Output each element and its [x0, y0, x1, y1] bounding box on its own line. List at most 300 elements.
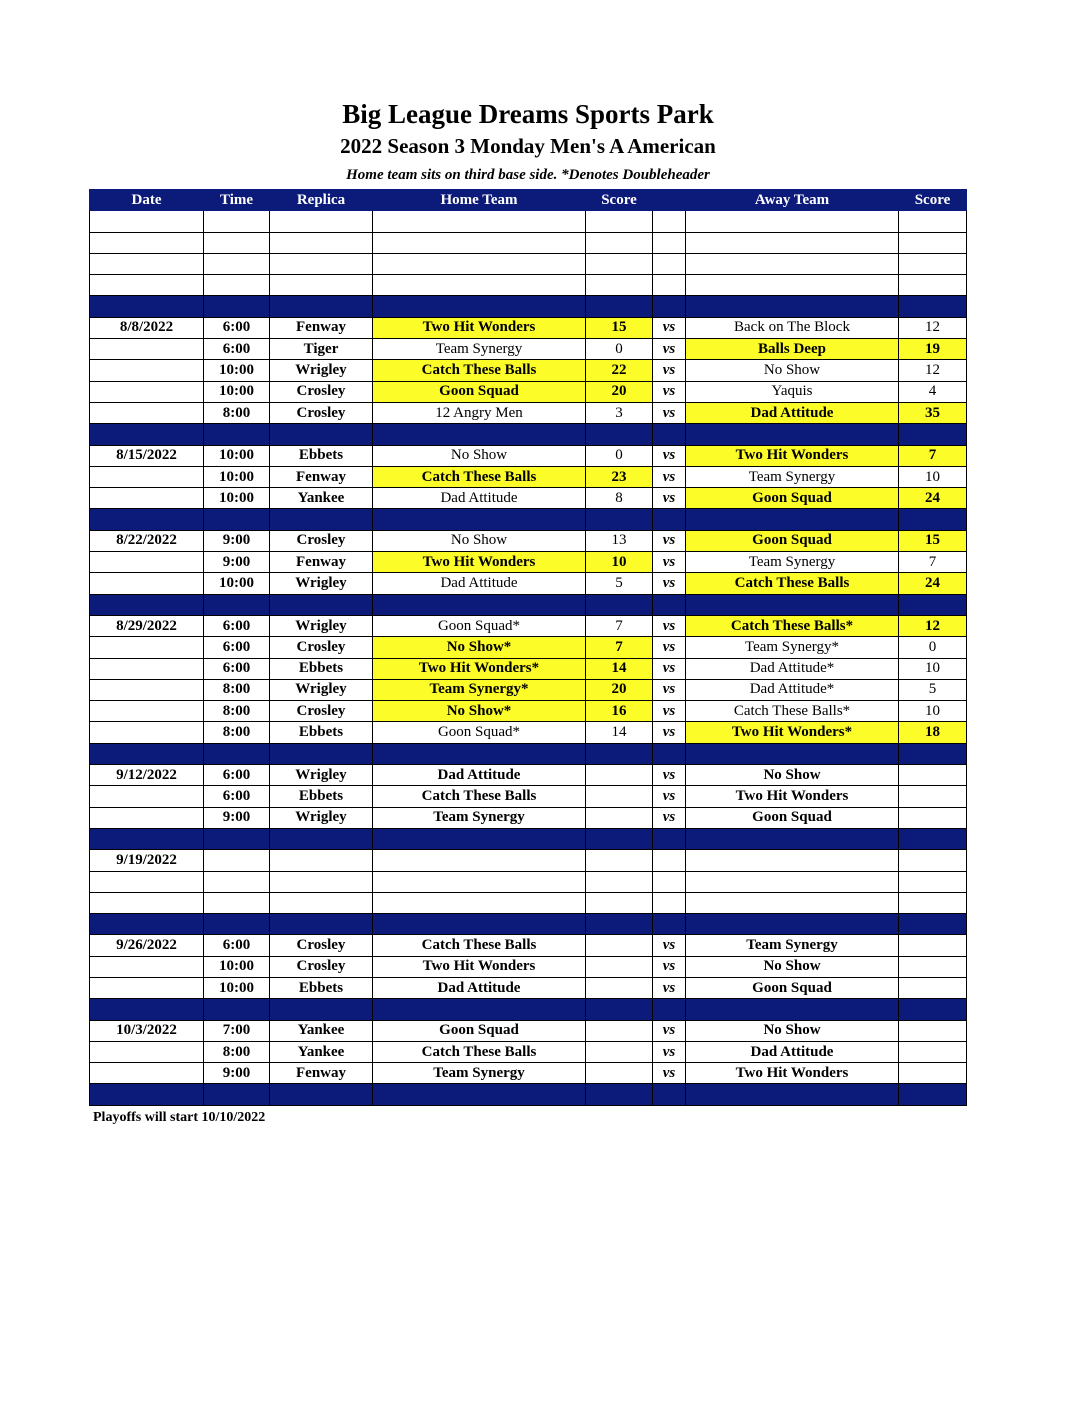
empty-cell	[899, 253, 967, 274]
away-score-cell: 24	[899, 573, 967, 594]
game-row	[90, 615, 967, 636]
separator-row	[90, 296, 967, 317]
schedule-body	[90, 211, 967, 1105]
replica-cell: Crosley	[270, 530, 373, 551]
game-row	[90, 637, 967, 658]
game-row	[90, 402, 967, 423]
vs-cell: vs	[653, 615, 686, 636]
away-score-cell	[899, 1041, 967, 1062]
away-team-cell: Balls Deep	[686, 339, 899, 360]
separator-cell	[90, 999, 204, 1020]
date-cell	[90, 573, 204, 594]
home-score-cell	[586, 977, 653, 998]
separator-cell	[204, 999, 270, 1020]
away-team-cell: Back on The Block	[686, 317, 899, 338]
empty-cell	[899, 892, 967, 913]
away-team-cell: Catch These Balls*	[686, 701, 899, 722]
home-team-cell: No Show*	[373, 701, 586, 722]
vs-cell: vs	[653, 402, 686, 423]
time-cell: 6:00	[204, 935, 270, 956]
empty-cell	[586, 871, 653, 892]
vs-cell: vs	[653, 722, 686, 743]
home-team-cell: Team Synergy	[373, 339, 586, 360]
home-team-cell: Catch These Balls	[373, 786, 586, 807]
separator-row	[90, 914, 967, 935]
empty-cell	[586, 892, 653, 913]
separator-row	[90, 828, 967, 849]
time-cell: 10:00	[204, 956, 270, 977]
vs-cell: vs	[653, 1020, 686, 1041]
date-cell	[90, 381, 204, 402]
blank-row	[90, 253, 967, 274]
separator-cell	[586, 743, 653, 764]
replica-cell: Ebbets	[270, 445, 373, 466]
empty-cell	[686, 850, 899, 871]
home-team-cell: Catch These Balls	[373, 1041, 586, 1062]
game-row	[90, 786, 967, 807]
vs-cell: vs	[653, 765, 686, 786]
empty-cell	[899, 871, 967, 892]
away-team-cell: Team Synergy	[686, 935, 899, 956]
empty-cell	[373, 871, 586, 892]
game-row	[90, 807, 967, 828]
separator-cell	[270, 743, 373, 764]
separator-cell	[373, 743, 586, 764]
game-row	[90, 381, 967, 402]
away-score-cell: 18	[899, 722, 967, 743]
home-team-cell: Goon Squad*	[373, 615, 586, 636]
home-team-cell: Team Synergy*	[373, 679, 586, 700]
empty-cell	[586, 232, 653, 253]
separator-cell	[653, 828, 686, 849]
separator-cell	[899, 424, 967, 445]
date-cell	[90, 956, 204, 977]
home-score-cell	[586, 1041, 653, 1062]
separator-cell	[90, 743, 204, 764]
away-team-cell: Two Hit Wonders	[686, 786, 899, 807]
away-score-cell: 4	[899, 381, 967, 402]
away-team-cell: Dad Attitude	[686, 1041, 899, 1062]
separator-cell	[686, 914, 899, 935]
empty-cell	[270, 871, 373, 892]
home-team-cell: Dad Attitude	[373, 977, 586, 998]
page-title: Big League Dreams Sports Park	[342, 99, 714, 129]
blank-row	[90, 850, 967, 871]
away-team-cell: Dad Attitude	[686, 402, 899, 423]
separator-cell	[270, 296, 373, 317]
date-cell	[90, 701, 204, 722]
empty-cell	[653, 275, 686, 296]
separator-cell	[586, 828, 653, 849]
away-score-cell: 15	[899, 530, 967, 551]
game-row	[90, 552, 967, 573]
date-cell	[90, 402, 204, 423]
away-score-cell: 19	[899, 339, 967, 360]
time-cell: 7:00	[204, 1020, 270, 1041]
empty-cell	[653, 892, 686, 913]
home-score-cell: 16	[586, 701, 653, 722]
game-row	[90, 317, 967, 338]
date-cell: 8/15/2022	[90, 445, 204, 466]
separator-cell	[686, 594, 899, 615]
separator-cell	[204, 914, 270, 935]
game-row	[90, 935, 967, 956]
home-team-cell: Two Hit Wonders*	[373, 658, 586, 679]
home-team-cell: Catch These Balls	[373, 466, 586, 487]
empty-cell	[204, 871, 270, 892]
empty-cell	[373, 892, 586, 913]
empty-cell	[686, 892, 899, 913]
time-cell: 9:00	[204, 552, 270, 573]
away-team-cell: No Show	[686, 956, 899, 977]
separator-row	[90, 1084, 967, 1105]
time-cell: 8:00	[204, 1041, 270, 1062]
replica-cell: Wrigley	[270, 807, 373, 828]
replica-cell: Crosley	[270, 956, 373, 977]
replica-cell: Tiger	[270, 339, 373, 360]
game-row	[90, 488, 967, 509]
date-cell	[90, 552, 204, 573]
separator-cell	[204, 828, 270, 849]
empty-cell	[899, 275, 967, 296]
empty-cell	[204, 275, 270, 296]
separator-cell	[204, 594, 270, 615]
home-score-cell: 7	[586, 637, 653, 658]
home-team-cell: No Show*	[373, 637, 586, 658]
away-team-cell: Catch These Balls*	[686, 615, 899, 636]
away-score-cell: 10	[899, 701, 967, 722]
empty-cell	[204, 211, 270, 232]
home-score-cell: 3	[586, 402, 653, 423]
vs-cell: vs	[653, 807, 686, 828]
home-team-cell: Goon Squad*	[373, 722, 586, 743]
separator-cell	[586, 296, 653, 317]
col-away-team-header: Away Team	[686, 190, 899, 211]
empty-cell	[899, 850, 967, 871]
away-score-cell: 10	[899, 466, 967, 487]
away-score-cell	[899, 807, 967, 828]
game-row	[90, 679, 967, 700]
game-row	[90, 466, 967, 487]
separator-cell	[653, 424, 686, 445]
replica-cell: Yankee	[270, 1020, 373, 1041]
separator-cell	[373, 424, 586, 445]
empty-cell	[686, 253, 899, 274]
game-row	[90, 765, 967, 786]
away-score-cell	[899, 765, 967, 786]
empty-cell	[686, 211, 899, 232]
separator-cell	[373, 594, 586, 615]
separator-cell	[270, 999, 373, 1020]
separator-cell	[899, 743, 967, 764]
separator-cell	[653, 914, 686, 935]
away-score-cell: 5	[899, 679, 967, 700]
date-cell	[90, 275, 204, 296]
vs-cell: vs	[653, 701, 686, 722]
vs-cell: vs	[653, 573, 686, 594]
away-team-cell: Two Hit Wonders*	[686, 722, 899, 743]
game-row	[90, 360, 967, 381]
replica-cell: Ebbets	[270, 722, 373, 743]
home-team-cell: Team Synergy	[373, 1063, 586, 1084]
home-team-cell: Goon Squad	[373, 1020, 586, 1041]
time-cell: 6:00	[204, 317, 270, 338]
separator-cell	[586, 914, 653, 935]
date-cell	[90, 807, 204, 828]
time-cell: 8:00	[204, 701, 270, 722]
playoffs-note: Playoffs will start 10/10/2022	[93, 1110, 266, 1125]
date-cell: 9/12/2022	[90, 765, 204, 786]
separator-cell	[586, 999, 653, 1020]
home-team-cell: Two Hit Wonders	[373, 956, 586, 977]
time-cell: 6:00	[204, 637, 270, 658]
vs-cell: vs	[653, 466, 686, 487]
schedule-table	[89, 189, 967, 1106]
away-team-cell: Goon Squad	[686, 807, 899, 828]
game-row	[90, 701, 967, 722]
date-cell: 9/26/2022	[90, 935, 204, 956]
vs-cell: vs	[653, 1041, 686, 1062]
empty-cell	[373, 232, 586, 253]
home-score-cell: 20	[586, 381, 653, 402]
empty-cell	[204, 232, 270, 253]
game-row	[90, 530, 967, 551]
replica-cell: Wrigley	[270, 573, 373, 594]
vs-cell: vs	[653, 381, 686, 402]
replica-cell: Wrigley	[270, 360, 373, 381]
date-cell	[90, 977, 204, 998]
col-time-header: Time	[204, 190, 270, 211]
separator-cell	[373, 296, 586, 317]
separator-cell	[586, 594, 653, 615]
replica-cell: Fenway	[270, 552, 373, 573]
replica-cell: Ebbets	[270, 786, 373, 807]
away-score-cell	[899, 956, 967, 977]
home-score-cell: 5	[586, 573, 653, 594]
replica-cell: Crosley	[270, 637, 373, 658]
away-score-cell: 12	[899, 317, 967, 338]
home-team-cell: Catch These Balls	[373, 360, 586, 381]
date-cell	[90, 892, 204, 913]
time-cell: 10:00	[204, 360, 270, 381]
separator-cell	[90, 594, 204, 615]
home-score-cell: 8	[586, 488, 653, 509]
vs-cell: vs	[653, 445, 686, 466]
date-cell	[90, 658, 204, 679]
replica-cell: Yankee	[270, 488, 373, 509]
date-cell	[90, 679, 204, 700]
empty-cell	[204, 850, 270, 871]
separator-cell	[686, 296, 899, 317]
separator-cell	[653, 594, 686, 615]
time-cell: 8:00	[204, 679, 270, 700]
separator-row	[90, 509, 967, 530]
empty-cell	[686, 232, 899, 253]
separator-cell	[204, 296, 270, 317]
blank-row	[90, 211, 967, 232]
empty-cell	[586, 275, 653, 296]
empty-cell	[270, 850, 373, 871]
separator-cell	[899, 999, 967, 1020]
away-team-cell: No Show	[686, 360, 899, 381]
col-vs-header	[653, 190, 686, 211]
vs-cell: vs	[653, 317, 686, 338]
away-team-cell: Dad Attitude*	[686, 679, 899, 700]
time-cell: 9:00	[204, 807, 270, 828]
blank-row	[90, 232, 967, 253]
separator-cell	[899, 594, 967, 615]
vs-cell: vs	[653, 1063, 686, 1084]
separator-cell	[373, 509, 586, 530]
game-row	[90, 956, 967, 977]
empty-cell	[686, 871, 899, 892]
home-team-cell: Catch These Balls	[373, 935, 586, 956]
empty-cell	[653, 850, 686, 871]
replica-cell: Fenway	[270, 317, 373, 338]
time-cell: 10:00	[204, 466, 270, 487]
blank-row	[90, 871, 967, 892]
separator-cell	[686, 424, 899, 445]
home-score-cell: 7	[586, 615, 653, 636]
separator-cell	[373, 1084, 586, 1105]
page-subtitle: 2022 Season 3 Monday Men's A American	[340, 134, 716, 158]
date-cell	[90, 232, 204, 253]
game-row	[90, 722, 967, 743]
away-score-cell: 24	[899, 488, 967, 509]
home-score-cell: 14	[586, 658, 653, 679]
separator-cell	[90, 296, 204, 317]
home-score-cell: 14	[586, 722, 653, 743]
col-date-header: Date	[90, 190, 204, 211]
separator-cell	[899, 914, 967, 935]
home-score-cell	[586, 956, 653, 977]
home-score-cell	[586, 765, 653, 786]
time-cell: 8:00	[204, 722, 270, 743]
separator-cell	[686, 828, 899, 849]
col-away-score-header: Score	[899, 190, 967, 211]
separator-cell	[270, 424, 373, 445]
away-team-cell: Two Hit Wonders	[686, 1063, 899, 1084]
vs-cell: vs	[653, 658, 686, 679]
doubleheader-note: Home team sits on third base side. *Denotes Doubleheader	[346, 167, 710, 183]
empty-cell	[899, 211, 967, 232]
empty-cell	[586, 850, 653, 871]
empty-cell	[204, 253, 270, 274]
home-team-cell: Two Hit Wonders	[373, 317, 586, 338]
away-team-cell: Team Synergy	[686, 552, 899, 573]
date-cell: 10/3/2022	[90, 1020, 204, 1041]
col-replica-header: Replica	[270, 190, 373, 211]
date-cell	[90, 253, 204, 274]
empty-cell	[373, 850, 586, 871]
vs-cell: vs	[653, 679, 686, 700]
replica-cell: Wrigley	[270, 679, 373, 700]
time-cell: 6:00	[204, 339, 270, 360]
away-score-cell: 7	[899, 552, 967, 573]
separator-cell	[686, 509, 899, 530]
empty-cell	[270, 253, 373, 274]
away-team-cell: Goon Squad	[686, 530, 899, 551]
date-cell: 8/22/2022	[90, 530, 204, 551]
time-cell: 6:00	[204, 658, 270, 679]
away-team-cell: Team Synergy	[686, 466, 899, 487]
separator-cell	[586, 1084, 653, 1105]
separator-cell	[373, 999, 586, 1020]
time-cell: 10:00	[204, 488, 270, 509]
home-score-cell: 0	[586, 445, 653, 466]
away-score-cell: 0	[899, 637, 967, 658]
home-score-cell	[586, 786, 653, 807]
home-score-cell: 13	[586, 530, 653, 551]
separator-cell	[204, 743, 270, 764]
game-row	[90, 339, 967, 360]
game-row	[90, 658, 967, 679]
time-cell: 9:00	[204, 1063, 270, 1084]
date-cell: 9/19/2022	[90, 850, 204, 871]
away-score-cell: 12	[899, 615, 967, 636]
away-score-cell	[899, 977, 967, 998]
time-cell: 10:00	[204, 445, 270, 466]
away-team-cell: No Show	[686, 1020, 899, 1041]
separator-cell	[899, 296, 967, 317]
away-team-cell: Goon Squad	[686, 488, 899, 509]
replica-cell: Crosley	[270, 701, 373, 722]
vs-cell: vs	[653, 637, 686, 658]
separator-cell	[686, 743, 899, 764]
time-cell: 6:00	[204, 765, 270, 786]
home-team-cell: No Show	[373, 445, 586, 466]
empty-cell	[204, 892, 270, 913]
home-score-cell	[586, 807, 653, 828]
replica-cell: Yankee	[270, 1041, 373, 1062]
date-cell	[90, 637, 204, 658]
time-cell: 6:00	[204, 786, 270, 807]
home-team-cell: Two Hit Wonders	[373, 552, 586, 573]
game-row	[90, 1020, 967, 1041]
separator-cell	[653, 743, 686, 764]
empty-cell	[653, 253, 686, 274]
away-team-cell: Yaquis	[686, 381, 899, 402]
separator-cell	[270, 1084, 373, 1105]
replica-cell: Fenway	[270, 1063, 373, 1084]
vs-cell: vs	[653, 786, 686, 807]
time-cell: 9:00	[204, 530, 270, 551]
empty-cell	[653, 871, 686, 892]
away-score-cell	[899, 1063, 967, 1084]
vs-cell: vs	[653, 977, 686, 998]
separator-cell	[653, 509, 686, 530]
col-home-score-header: Score	[586, 190, 653, 211]
game-row	[90, 573, 967, 594]
game-row	[90, 445, 967, 466]
empty-cell	[653, 211, 686, 232]
home-team-cell: Goon Squad	[373, 381, 586, 402]
separator-cell	[899, 509, 967, 530]
game-row	[90, 1041, 967, 1062]
separator-row	[90, 594, 967, 615]
empty-cell	[373, 211, 586, 232]
empty-cell	[270, 211, 373, 232]
away-team-cell: Catch These Balls	[686, 573, 899, 594]
home-team-cell: Team Synergy	[373, 807, 586, 828]
date-cell	[90, 466, 204, 487]
date-cell	[90, 1041, 204, 1062]
separator-cell	[270, 594, 373, 615]
home-score-cell: 20	[586, 679, 653, 700]
separator-cell	[586, 509, 653, 530]
vs-cell: vs	[653, 935, 686, 956]
separator-cell	[373, 828, 586, 849]
